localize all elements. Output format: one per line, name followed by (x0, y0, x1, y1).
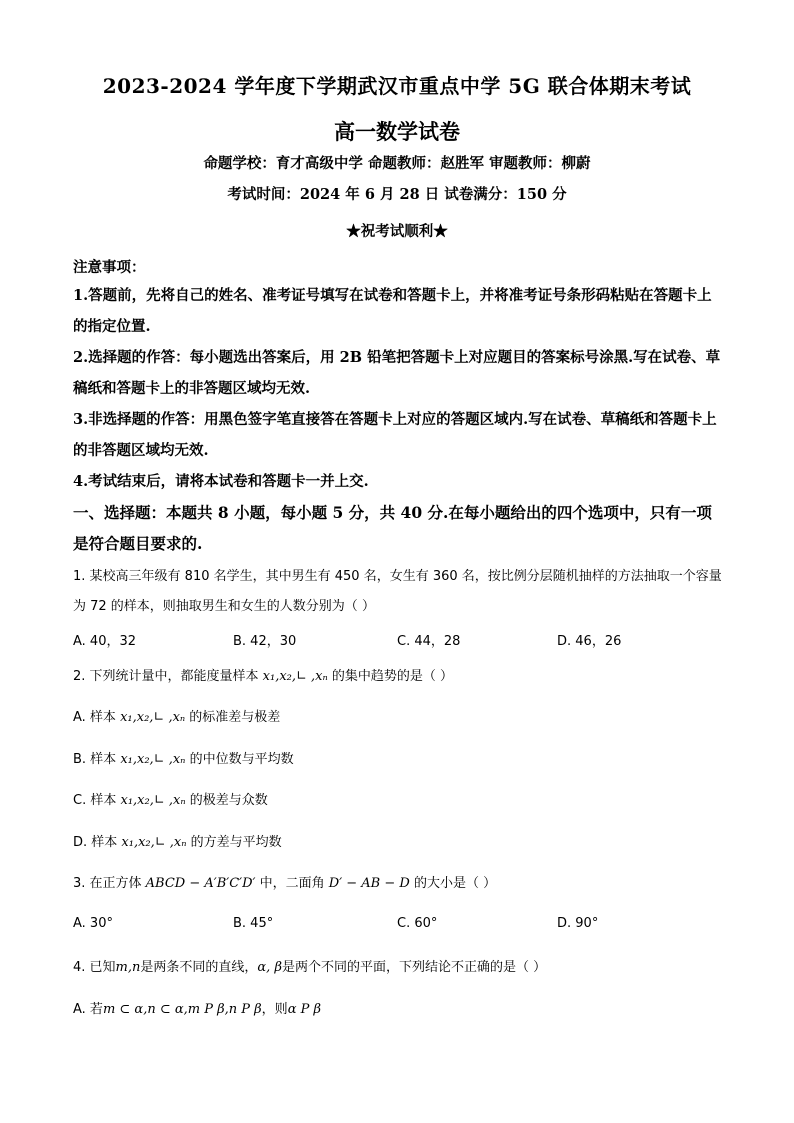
q3-option-d: D. 90° (557, 916, 599, 931)
q3-stem-pre: 3. 在正方体 (73, 876, 146, 891)
q2-option-d (73, 828, 733, 858)
q2c-post: 的极差与众数 (185, 793, 268, 808)
q2-stem-math: x₁,x₂,∟ ,xₙ (262, 669, 328, 684)
exam-info-line: 考试时间：2024 年 6 月 28 日 试卷满分：150 分 (227, 186, 567, 203)
q2-stem-pre: 2. 下列统计量中，都能度量样本 (73, 669, 263, 684)
q3-option-b: B. 45° (233, 916, 274, 931)
q4-option-a (73, 995, 733, 1025)
note-item-1: 1.答题前，先将自己的姓名、准考证号填写在试卷和答题卡上，并将准考证号条形码粘贴在答题卡上的指定位置. (73, 287, 712, 335)
q3-stem-post: 的大小是（ ） (409, 876, 497, 891)
question-1-options (73, 630, 723, 654)
q3-cube-math: ABCD − A′B′C′D′ (145, 876, 256, 891)
q4a-math2: α P β (287, 1002, 321, 1017)
q4a-math: m ⊂ α,n ⊂ α,m P β,n P β (102, 1002, 262, 1017)
exam-subtitle: 高一数学试卷 (334, 119, 460, 144)
q4-stem-mid: 是两条不同的直线， (140, 960, 258, 975)
q2-stem-post: 的集中趋势的是（ ） (327, 669, 454, 684)
q2b-pre: B. 样本 (73, 752, 121, 767)
q2b-post: 的中位数与平均数 (185, 752, 294, 767)
q3-option-a: A. 30° (73, 916, 113, 931)
section-heading: 一、选择题：本题共 8 小题，每小题 5 分，共 40 分.在每小题给出的四个选项中，只有一项是符合题目要求的. (73, 503, 712, 553)
q2a-post: 的标准差与极差 (185, 710, 281, 725)
note-item-2: 2.选择题的作答：每小题选出答案后，用 2B 铅笔把答题卡上对应题目的答案标号涂黑.写在试卷、草稿纸和答题卡上的非答题区域均无效. (73, 349, 721, 397)
q2b-math: x₁,x₂,∟ ,xₙ (120, 752, 186, 767)
question-2-stem (73, 662, 733, 692)
note-item-3: 3.非选择题的作答：用黑色签字笔直接答在答题卡上对应的答题区域内.写在试卷、草稿纸和答题卡上的非答题区域均无效. (73, 411, 717, 459)
q3-option-c: C. 60° (397, 916, 438, 931)
q1-option-c: C. 44，28 (397, 634, 461, 649)
q4-stem-pre: 4. 已知 (73, 960, 116, 975)
q3-angle-math: D′ − AB − D (328, 876, 410, 891)
notes-title: 注意事项： (73, 259, 146, 276)
q2d-post: 的方差与平均数 (186, 835, 282, 850)
q4-planes-math: α, β (257, 960, 282, 975)
question-3-options (73, 916, 723, 940)
question-3-stem (73, 869, 733, 899)
q4-stem-post: 是两个不同的平面，下列结论不正确的是（ ） (281, 960, 547, 975)
q2d-pre: D. 样本 (73, 835, 122, 850)
q2d-math: x₁,x₂,∟ ,xₙ (121, 835, 187, 850)
q1-option-d: D. 46，26 (557, 634, 622, 649)
q4a-pre: A. 若 (73, 1002, 103, 1017)
q1-option-b: B. 42，30 (233, 634, 297, 649)
question-1-stem: 1. 某校高三年级有 810 名学生，其中男生有 450 名，女生有 360 名，按比例分层随机抽样的方法抽取一个容量为 72 的样本，则抽取男生和女生的人数分别为（ ） (73, 569, 722, 614)
q2c-pre: C. 样本 (73, 793, 121, 808)
exam-title: 2023-2024 学年度下学期武汉市重点中学 5G 联合体期末考试 (102, 74, 692, 98)
authors-line: 命题学校：育才高级中学 命题教师：赵胜军 审题教师：柳蔚 (203, 155, 591, 172)
question-4-stem (73, 953, 733, 983)
q2-option-c (73, 786, 733, 816)
q2-option-b (73, 745, 733, 775)
q4a-mid: ，则 (261, 1002, 288, 1017)
q2a-math: x₁,x₂,∟ ,xₙ (120, 710, 186, 725)
good-luck-line: ★祝考试顺利★ (346, 223, 448, 240)
q1-option-a: A. 40，32 (73, 634, 137, 649)
q4-lines-math: m,n (115, 960, 141, 975)
q2a-pre: A. 样本 (73, 710, 121, 725)
note-item-4: 4.考试结束后，请将本试卷和答题卡一并上交. (73, 473, 369, 490)
q3-stem-mid: 中，二面角 (255, 876, 329, 891)
q2-option-a (73, 703, 733, 733)
q2c-math: x₁,x₂,∟ ,xₙ (120, 793, 186, 808)
